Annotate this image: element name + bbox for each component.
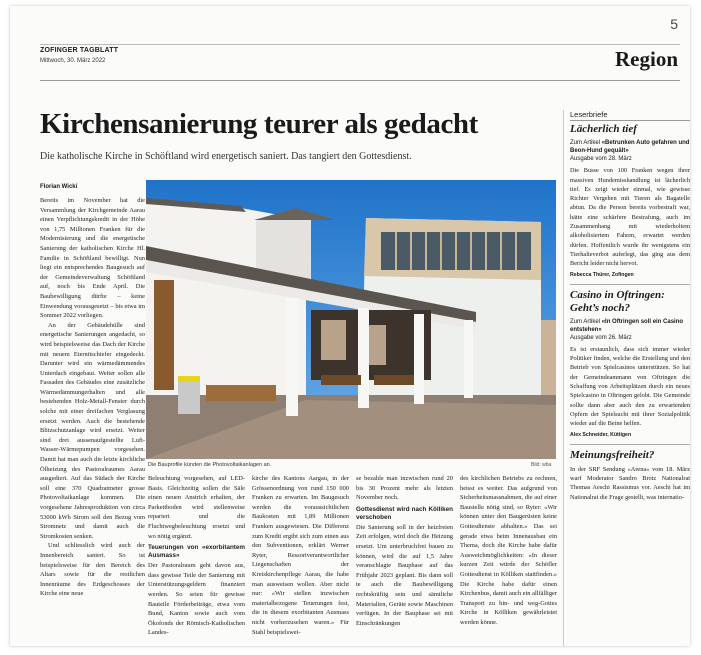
paragraph: Der Pastoralraum geht davon aus, dass gewisse Teile der Sanierung mit Unterstützungsgeldern finanziert werden. So seien für gewisse Bauteile Förderbeiträge, etwa vom Bund, Kanton sowie auch vom Ökofonds der Römisch-Katholischen Landes-	[148, 562, 245, 637]
sidebar-label: Leserbriefe	[570, 110, 690, 121]
newspaper-page	[10, 6, 690, 646]
article-column-1	[40, 196, 145, 641]
article-column-5	[460, 474, 557, 641]
letter-title: Casino in Oftringen: Geht’s noch?	[570, 288, 665, 314]
article-column-2	[148, 474, 245, 641]
letters-sidebar	[563, 110, 690, 646]
paragraph: An der Gebäudehülle sind energetische Sanierungen angedacht, so wird beispielsweise das Dach der Kirche mit neuem Eternitschiefer eingedeckt. Darunter wird ein wärmedämmendes Unterdach eingebaut. Weiter sollen alle Fassaden des Gebäudes eine zusätzliche Wärmedämmungerhalten und alle bestehenden Holz-Metall-Fenster durch solche mit einer dreifachen Verglasung ersetzt werden. Auch die bestehende Blitzschutzanlage wird ersetzt. Weiter sind drei aussenaufgestellte Luft-Wasser-Wärmepumpen vorgesehen. Damit hat man auch die letzte kirchliche Ölheizung des Pastoralraumes Aarau ausgediert. Auf das Südach der Kirche soll eine 370 Quadratmeter grosse Photovoltaikanlage kommen. Die vorgesehene Jahresproduktion von circa 53000 kWh Strom soll den Bezug vom Stromnetz und damit auch die Stromkosten senken.	[40, 321, 145, 540]
page-number: 5	[670, 16, 678, 32]
issue-date: Mittwoch, 30. März 2022	[40, 58, 106, 64]
paragraph: Beleuchtung vorgesehen, auf LED-Basis. Gleichzeitig sollen die Säle einen neuen Anstrich erhalten, der Parkettboden wird stellenweise repariert und die Fluchtwegbeleuchtung ersetzt und wo nötig ergänzt.	[148, 475, 245, 540]
letter-divider	[570, 444, 690, 445]
section-title: Region	[615, 47, 678, 71]
letter-author: Rebecca Thürer, Zofingen	[570, 271, 634, 278]
photo-caption: Die Bauprofile künden die Photovoltaikanlagen an.	[148, 462, 272, 468]
top-rule	[40, 44, 680, 45]
ref-prefix: Zum Artikel	[570, 318, 601, 325]
photo-credit: Bild: wba	[531, 462, 552, 468]
paragraph: Bereits im November hat die Versammlung der Kirchgemeinde Aarau einen Verpflichtungskredit in der Höhe von 1,75 Millionen Franken für die Modernisierung und die energetische Sanierung der katholischen Kirche Hl. Familie in Schöftland bewilligt. Nun liegt ein entsprechendes Baugesuch auf der Gemeindeverwaltung Schöftland auf, noch bis Ende April. Die Baubewilligung dürfte – keine Einwendung vorausgesetzt – bis etwa im Sommer 2022 vorliegen.	[40, 197, 145, 320]
header-rule	[40, 80, 680, 81]
article-subhead: Die katholische Kirche in Schöftland wird energetisch saniert. Das tangiert den Gottesdienst.	[40, 151, 412, 162]
paragraph: se bezahle man inzwischen rund 20 bis 30 Prozent mehr als letzten November noch.	[356, 475, 453, 502]
paragraph: des kirchlichen Betriebs zu rechnen, heisst es weiter. Das aufgrund von Sicherheitsmassnahmen, die auf einer Baustelle nötig sind, so Ryter: «Wir können unter den Baugerüsten keine Gottesdienste abhalten.» Das sei gerade etwa beim Innenausbau ein Thema, doch die Kirche habe dafür Ausweichmöglichkeiten: «In dieser kurzen Zeit würde der Schöfler Gottesdienst in Kölliken stattfinden.» Die Kirche habe dafür einen Kirchenbus, damit auch ein allfälliger Transport zu hin- und weg-Gottes Kirche in Kölliken gewährleistet werden könne.	[460, 475, 557, 626]
article-author: Florian Wicki	[40, 184, 78, 190]
article-column-4	[356, 474, 453, 641]
letter-author: Alex Schneider, Küttigen	[570, 431, 632, 438]
newspaper-name: ZOFINGER TAGBLATT	[40, 47, 119, 54]
ref-title: «Betrunken Auto gefahren und Beon-Hund gequält»	[570, 140, 690, 155]
letter-reference	[570, 139, 690, 163]
letter-body: In der SRF Sendung «Arena» vom 18. März warf Moderator Sandro Brotz Nationalrat Thomas Aeschi Rassismus vor. Aeschi hat im Nationalrat die Frage gestellt, was internatio-	[570, 465, 690, 501]
letter-divider	[570, 284, 690, 285]
church-photo	[146, 180, 556, 459]
ref-prefix: Zum Artikel	[570, 140, 601, 147]
ref-date: Ausgabe vom 28. März	[570, 156, 632, 163]
article-column-3	[252, 474, 349, 641]
letter-reference	[570, 318, 690, 342]
letter-title: Meinungsfreiheit?	[570, 448, 655, 461]
ref-date: Ausgabe vom 26. März	[570, 334, 632, 341]
paragraph: Und schliesslich wird auch der Innenbereich saniert. So ist beispielsweise für den Bereich des Altars sowie für die restlichen Innenräume des Erdgeschosses der Kirche eine neue	[40, 542, 145, 598]
article-headline: Kirchensanierung teurer als gedacht	[40, 108, 478, 140]
paragraph: kirche des Kantons Aargau, in der Grössenordnung von rund 150 000 Franken zu erwarten. Im Baugesuch werden die voraussichtlichen Baukosten mit 1,89 Millionen Franken ausgewiesen. Die Differenz zum Kredit ergibt sich zum einen aus den Subventionen, erklärt Werner Ryter, Ressortverantwortlicher Liegenschaften der Kreiskirchenpflege Aarau, die habe man ausweisen wollen. Aber nicht nur: «Wir stellen inzwischen materialbezogene Teuerungen fest, die in diesem exorbitanten Ausmass nicht vorherzusehen waren.» Für Stahl beispielswei-	[252, 475, 349, 636]
article-subheading: Teuerungen von «exorbitantem Ausmass»	[148, 544, 245, 560]
article-subheading: Gottesdienst wird nach Kölliken verschoben	[356, 505, 453, 521]
letter-body: Es ist erstaunlich, dass sich immer wieder Politiker finden, welche die Erstellung und den Betrieb von Spielcasinos unterstützen. So hat der Gemeindeammann von Oftringen die Schaffung von Arbeitsplätzen durch ein neues Spielcasino in Oftringen gelobt. Die Gemeinde sollte dann aber auch den zu erwartenden Opfern der Spielsucht mit ihrer Sozialpolitik wieder auf die Beine helfen.	[570, 345, 690, 428]
paragraph: Die Sanierung soll in der heizfreien Zeit erfolgen, wird doch die Heizung ersetzt. Um unterbruchfrei bauen zu können, wird die auf 1,5 Jahre veranschlagte Bauphase auf das Frühjahr 2023 geplant. Bis dann soll te auch die Baubewilligung rechtskräftig sein und sämtliche Materialien, Geräte sowie Maschinen verfügen. In der Bauphase sei mit Einschränkungen	[356, 523, 453, 627]
letter-title: Lächerlich tief	[570, 123, 637, 136]
letter-body: Die Busse von 100 Franken wegen ihrer massiven Hundemisshandlung ist lächerlich tief. Es zeigt wieder einmal, wie gewisse Richter Vergehen mit Tieren als Bagatelle abtun. Da die Person bereits vorbestraft war, hätte eine schärfere Bestrafung, auch im Zusammenhang mit wiederholtem alkoholisiertem Fahren, erwartet werden dürfen. Hoffentlich wurde ihr wenigstens ein Tierhalteverbot auferlegt, das ging aus dem Bericht leider nicht hervot.	[570, 167, 690, 268]
ref-title: «In Oftringen soll ein Casino entstehen»	[570, 318, 684, 333]
